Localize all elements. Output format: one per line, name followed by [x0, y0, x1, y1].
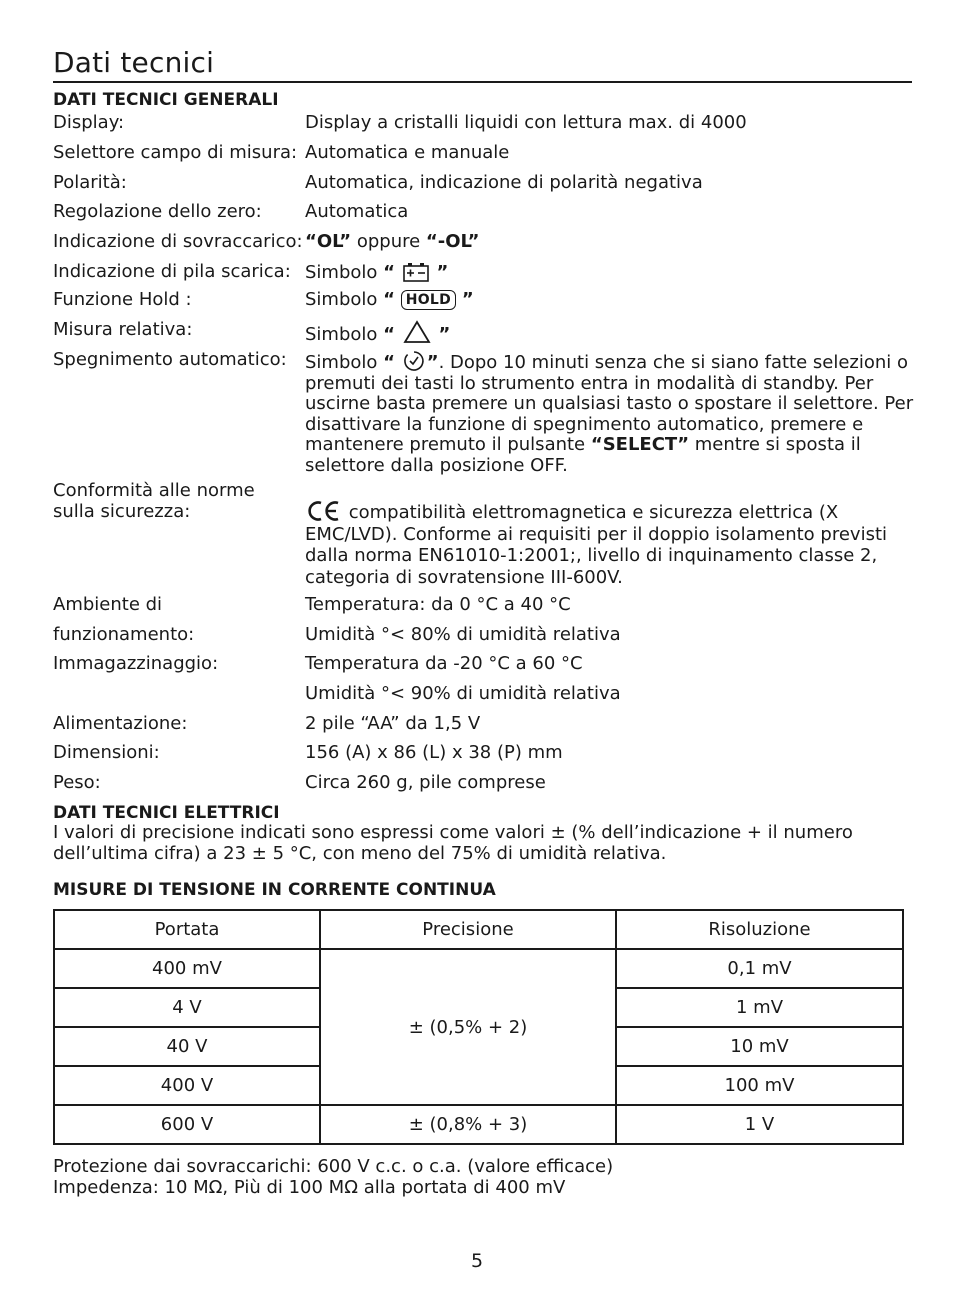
close-quote: ” — [461, 289, 474, 310]
range-cell: 600 V — [54, 1105, 320, 1144]
general-specs-heading: DATI TECNICI GENERALI — [53, 90, 279, 110]
spec-label: Polarità: — [53, 172, 127, 193]
spec-value: Display a cristalli liquidi con lettura max. di 4000 — [305, 112, 747, 133]
symbol-prefix: Simbolo — [305, 324, 384, 345]
label-line: sulla sicurezza: — [53, 500, 191, 522]
table-row — [54, 949, 903, 988]
open-quote: “ — [383, 262, 395, 283]
page-number: 5 — [470, 1250, 484, 1272]
dc-voltage-table — [53, 909, 904, 1145]
spec-value — [305, 290, 915, 311]
title-divider — [53, 81, 912, 83]
spec-label — [53, 481, 305, 522]
auto-power-off-icon — [403, 350, 425, 372]
dc-voltage-heading: MISURE DI TENSIONE IN CORRENTE CONTINUA — [53, 880, 496, 900]
spec-label: Dimensioni: — [53, 742, 160, 763]
spec-value — [305, 320, 915, 346]
symbol-prefix: Simbolo — [305, 289, 384, 310]
spec-value: Temperatura da -20 °C a 60 °C — [305, 653, 583, 674]
range-cell: 4 V — [54, 988, 320, 1027]
spec-value: Umidità °< 90% di umidità relativa — [305, 683, 621, 704]
accuracy-cell: ± (0,5% + 2) — [320, 949, 616, 1105]
spec-label: funzionamento: — [53, 624, 195, 645]
label-line: Conformità alle norme — [53, 480, 255, 501]
spec-label: Spegnimento automatico: — [53, 349, 287, 370]
resolution-cell: 1 mV — [616, 988, 903, 1027]
open-quote: “ — [383, 324, 395, 345]
table-header-cell: Risoluzione — [616, 910, 903, 949]
ce-mark-icon — [307, 500, 341, 522]
resolution-cell: 1 V — [616, 1105, 903, 1144]
open-quote: “ — [383, 352, 395, 373]
spec-label: Selettore campo di misura: — [53, 142, 298, 163]
symbol-prefix: Simbolo — [305, 352, 384, 373]
overload-protection-note: Protezione dai sovraccarichi: 600 V c.c. o c.a. (valore efficace) — [53, 1156, 614, 1177]
delta-triangle-icon — [403, 320, 431, 344]
spec-value: Umidità °< 80% di umidità relativa — [305, 624, 621, 645]
spec-label: Misura relativa: — [53, 319, 193, 340]
symbol-prefix: Simbolo — [305, 262, 384, 283]
auto-off-description-end: mentre si sposta il selettore dalla posizione OFF. — [305, 434, 861, 476]
close-quote: ” — [436, 262, 449, 283]
spec-label: Indicazione di pila scarica: — [53, 261, 291, 282]
page-title: Dati tecnici — [53, 46, 215, 79]
spec-value: 2 pile “AA” da 1,5 V — [305, 713, 481, 734]
spec-label: Display: — [53, 112, 125, 133]
ol-text: “OL” — [305, 231, 352, 252]
electrical-specs-heading: DATI TECNICI ELETTRICI — [53, 803, 280, 823]
spec-value — [305, 232, 915, 253]
table-header-cell: Portata — [54, 910, 320, 949]
range-cell: 400 V — [54, 1066, 320, 1105]
impedance-note: Impedenza: 10 MΩ, Più di 100 MΩ alla portata di 400 mV — [53, 1177, 566, 1198]
spec-value — [305, 500, 915, 588]
range-cell: 400 mV — [54, 949, 320, 988]
close-quote: ” — [438, 324, 451, 345]
spec-value — [305, 350, 915, 476]
spec-value: Temperatura: da 0 °C a 40 °C — [305, 594, 571, 615]
resolution-cell: 0,1 mV — [616, 949, 903, 988]
battery-icon — [403, 262, 429, 282]
spec-value: Automatica, indicazione di polarità negativa — [305, 172, 703, 193]
electrical-intro: I valori di precisione indicati sono espressi come valori ± (% dell’indicazione + il numero dell’ultima cifra) a 23 ± 5 °C, con meno del 75% di umidità relativa. — [53, 822, 853, 864]
spec-value: Circa 260 g, pile comprese — [305, 772, 546, 793]
spec-value: Automatica — [305, 201, 409, 222]
neg-ol-text: “-OL” — [425, 231, 480, 252]
close-quote: ” — [426, 352, 439, 373]
table-row — [54, 1105, 903, 1144]
spec-label: Regolazione dello zero: — [53, 201, 262, 222]
safety-description: compatibilità elettromagnetica e sicurezza elettrica (X EMC/LVD). Conforme ai requisiti per il doppio isolamento previsti dalla norma EN61010-1:2001;, livello di inquinamento classe 2, categoria di sovratensione III-600V. — [305, 502, 888, 588]
or-text: oppure — [351, 231, 426, 252]
resolution-cell: 10 mV — [616, 1027, 903, 1066]
spec-value — [305, 262, 915, 284]
select-button-label: “SELECT” — [590, 434, 690, 455]
spec-label: Ambiente di — [53, 594, 163, 615]
hold-icon: HOLD — [401, 290, 456, 310]
accuracy-cell: ± (0,8% + 3) — [320, 1105, 616, 1144]
spec-value: Automatica e manuale — [305, 142, 510, 163]
spec-label: Indicazione di sovraccarico: — [53, 231, 303, 252]
table-notes — [53, 1156, 613, 1198]
spec-label: Immagazzinaggio: — [53, 653, 219, 674]
table-header-cell: Precisione — [320, 910, 616, 949]
resolution-cell: 100 mV — [616, 1066, 903, 1105]
spec-value: 156 (A) x 86 (L) x 38 (P) mm — [305, 742, 563, 763]
auto-off-description: . Dopo 10 minuti senza che si siano fatte selezioni o premuti dei tasti lo strumento entra in modalità di standby. Per uscirne basta premere un qualsiasi tasto o spostare il selettore. Per disattivare la funzione di spegnimento automatico, premere e mantenere premuto il pulsante — [305, 352, 914, 455]
spec-label: Alimentazione: — [53, 713, 188, 734]
range-cell: 40 V — [54, 1027, 320, 1066]
table-header-row — [54, 910, 903, 949]
open-quote: “ — [383, 289, 395, 310]
spec-label: Peso: — [53, 772, 101, 793]
spec-label: Funzione Hold : — [53, 289, 192, 310]
